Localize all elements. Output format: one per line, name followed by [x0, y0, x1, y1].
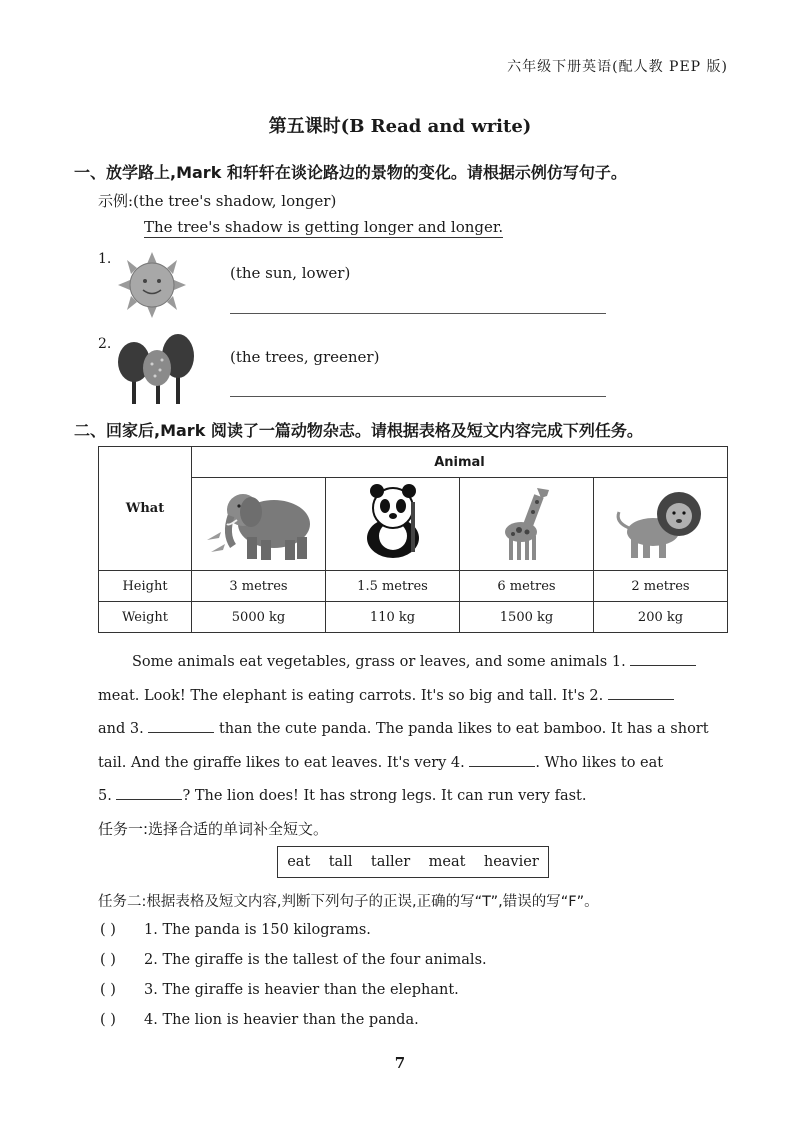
- blank-3[interactable]: [148, 718, 214, 733]
- elephant-weight: 5000 kg: [192, 602, 326, 633]
- statement-1-text: 1. The panda is 150 kilograms.: [144, 922, 371, 938]
- passage-s3b: than the cute panda. The panda likes to eat bamboo. It has a short: [218, 721, 709, 737]
- item-2-prompt: (the trees, greener): [230, 348, 380, 366]
- table-row-header: What: [99, 447, 192, 571]
- elephant-cell: [192, 478, 326, 571]
- lion-weight: 200 kg: [594, 602, 728, 633]
- panda-height: 1.5 metres: [326, 571, 460, 602]
- blank-1[interactable]: [630, 651, 696, 666]
- word-heavier: heavier: [483, 854, 539, 870]
- word-taller: taller: [370, 854, 411, 870]
- statement-3-text: 3. The giraffe is heavier than the elephant.: [144, 982, 459, 998]
- item-2-answer-line[interactable]: [230, 396, 606, 397]
- word-tall: tall: [328, 854, 353, 870]
- lion-cell: [594, 478, 728, 571]
- table-group-header: Animal: [192, 447, 728, 478]
- giraffe-height: 6 metres: [460, 571, 594, 602]
- giraffe-cell: [460, 478, 594, 571]
- passage-s5a: 5.: [98, 788, 112, 804]
- statement-2-text: 2. The giraffe is the tallest of the four animals.: [144, 952, 487, 968]
- item-1-prompt: (the sun, lower): [230, 264, 351, 282]
- statement-3: [100, 982, 459, 998]
- panda-weight: 110 kg: [326, 602, 460, 633]
- answer-paren-3[interactable]: ( ): [100, 982, 116, 998]
- panda-icon: [333, 482, 453, 562]
- animal-table: [98, 446, 728, 633]
- statement-4-text: 4. The lion is heavier than the panda.: [144, 1012, 419, 1028]
- passage-s2: meat. Look! The elephant is eating carrots. It's so big and tall. It's 2.: [98, 687, 604, 704]
- word-meat: meat: [428, 854, 466, 870]
- answer-paren-1[interactable]: ( ): [100, 922, 116, 938]
- elephant-icon: [199, 482, 319, 562]
- height-label: Height: [99, 571, 192, 602]
- passage-s1: Some animals eat vegetables, grass or leaves, and some animals 1.: [132, 654, 626, 670]
- part2-heading: 二、回家后,Mark 阅读了一篇动物杂志。请根据表格及短文内容完成下列任务。: [74, 421, 643, 440]
- item-1-number: 1.: [98, 251, 112, 267]
- passage-s5b: ? The lion does! It has strong legs. It can run very fast.: [182, 788, 587, 804]
- statement-1: [100, 922, 371, 938]
- trees-icon: [114, 330, 198, 406]
- page-number: 7: [394, 1054, 406, 1072]
- lion-icon: [601, 482, 721, 562]
- giraffe-weight: 1500 kg: [460, 602, 594, 633]
- statement-2: [100, 952, 487, 968]
- lesson-title: 第五课时(B Read and write): [268, 116, 532, 137]
- example-answer: The tree's shadow is getting longer and longer.: [144, 218, 504, 236]
- item-2-number: 2.: [98, 336, 112, 352]
- word-eat: eat: [287, 854, 311, 870]
- giraffe-icon: [467, 482, 587, 562]
- panda-cell: [326, 478, 460, 571]
- sun-icon: [112, 250, 192, 320]
- passage-s3a: and 3.: [98, 721, 144, 737]
- weight-label: Weight: [99, 602, 192, 633]
- word-bank: [277, 846, 549, 878]
- task1-label: 任务一:选择合适的单词补全短文。: [98, 820, 329, 838]
- blank-2[interactable]: [608, 685, 674, 700]
- example-label: 示例:(the tree's shadow, longer): [98, 192, 337, 210]
- item-1-answer-line[interactable]: [230, 313, 606, 314]
- statement-4: [100, 1012, 419, 1028]
- book-header: 六年级下册英语(配人教 PEP 版): [507, 59, 728, 75]
- task2-label: 任务二:根据表格及短文内容,判断下列句子的正误,正确的写“T”,错误的写“F”。: [98, 894, 599, 910]
- passage-s4b: . Who likes to eat: [535, 754, 664, 771]
- part1-heading: 一、放学路上,Mark 和轩轩在谈论路边的景物的变化。请根据示例仿写句子。: [74, 163, 627, 182]
- answer-paren-2[interactable]: ( ): [100, 952, 116, 968]
- reading-passage: [98, 646, 728, 814]
- blank-5[interactable]: [116, 785, 182, 800]
- blank-4[interactable]: [469, 752, 535, 767]
- answer-paren-4[interactable]: ( ): [100, 1012, 116, 1028]
- passage-s4a: tail. And the giraffe likes to eat leaves. It's very 4.: [98, 754, 465, 771]
- elephant-height: 3 metres: [192, 571, 326, 602]
- lion-height: 2 metres: [594, 571, 728, 602]
